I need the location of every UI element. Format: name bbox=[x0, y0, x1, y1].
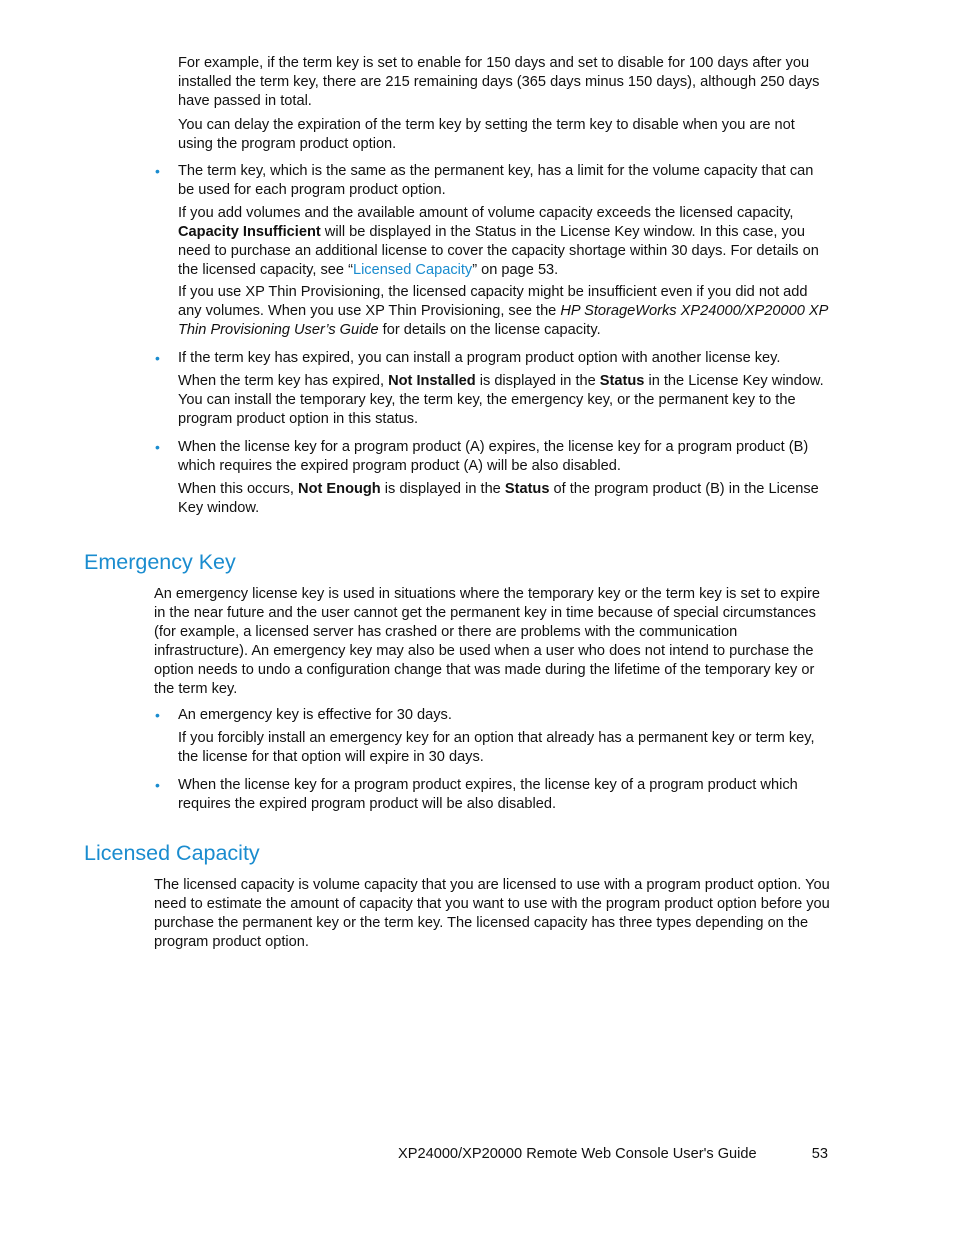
bullet-item-dependent-product bbox=[155, 438, 830, 518]
emergency-key-heading: Emergency Key bbox=[84, 550, 236, 574]
bullet-subparagraph: When this occurs, Not Enough is displayed in the Status of the program product (B) in the License Key window. bbox=[178, 480, 819, 516]
not-enough-term: Not Enough bbox=[298, 480, 381, 497]
licensed-capacity-body bbox=[154, 876, 830, 952]
bullet-subparagraph: When the term key has expired, Not Installed is displayed in the Status in the License Key window. You can install the temporary key, the term key, the emergency key, or the permanent key to the program product option in this status. bbox=[178, 372, 824, 427]
status-term: Status bbox=[504, 480, 550, 497]
bullet-dot-icon: • bbox=[155, 439, 160, 455]
emergency-key-body bbox=[154, 585, 830, 698]
emergency-key-paragraph: An emergency license key is used in situations where the temporary key or the term key is set to expire in the near future and the user cannot get the permanent key in time because of special circumstances (for example, a licensed server has crashed or there are problems with the communication infrastructure). An emergency key may also be used when a user who does not intend to purchase the option needs to undo a configuration change that was made during the lifetime of the temporary key or the term key. bbox=[154, 586, 820, 697]
licensed-capacity-heading: Licensed Capacity bbox=[84, 841, 260, 865]
guide-title-reference: HP StorageWorks XP24000/XP20000 XP Thin Provisioning User’s Guide bbox=[178, 303, 828, 339]
footer-document-title: XP24000/XP20000 Remote Web Console User's Guide bbox=[398, 1146, 757, 1162]
bullet-dot-icon: • bbox=[155, 777, 160, 793]
bullet-subparagraph: If you add volumes and the available amount of volume capacity exceeds the licensed capacity, Capacity Insufficient will be displayed in the Status in the License Key window. In this case, you need to purchase an additional license to cover the capacity shortage within 30 days. For details on the licensed capacity, see “Licensed Capacity” on page 53. bbox=[178, 204, 819, 278]
bullet-subparagraph: If you forcibly install an emergency key for an option that already has a permanent key or term key, the license for that option will expire in 30 days. bbox=[178, 729, 815, 765]
intro-block bbox=[178, 54, 830, 154]
bullet-main-text: When the license key for a program product expires, the license key of a program product which requires the expired program product will be also disabled. bbox=[178, 777, 798, 812]
capacity-insufficient-term: Capacity Insufficient bbox=[178, 223, 321, 240]
footer-page-number: 53 bbox=[811, 1146, 828, 1162]
intro-paragraph-1: For example, if the term key is set to enable for 150 days and set to disable for 100 days after you installed the term key, there are 215 remaining days (365 days minus 150 days), although 250 days have passed in total. bbox=[178, 55, 820, 109]
bullet-item-emergency-duration bbox=[155, 706, 830, 767]
bullet-main-text: The term key, which is the same as the permanent key, has a limit for the volume capacity that can be used for each program product option. bbox=[178, 163, 814, 198]
intro-paragraph-2: You can delay the expiration of the term key by setting the term key to disable when you are not using the program product option. bbox=[178, 116, 795, 152]
not-installed-term: Not Installed bbox=[388, 372, 476, 389]
bullet-dot-icon: • bbox=[155, 707, 160, 723]
licensed-capacity-paragraph: The licensed capacity is volume capacity that you are licensed to use with a program product option. You need to estimate the amount of capacity that you want to use with the program product option before you purchase the permanent key or the term key. The licensed capacity has three types depending on the program product option. bbox=[154, 877, 830, 950]
bullet-subparagraph: If you use XP Thin Provisioning, the licensed capacity might be insufficient even if you did not add any volumes. When you use XP Thin Provisioning, see the HP StorageWorks XP24000/XP20000 XP Thin Provisioning User’s Guide for details on the license capacity. bbox=[178, 284, 828, 339]
bullet-main-text: If the term key has expired, you can install a program product option with another license key. bbox=[178, 350, 781, 366]
bullet-main-text: When the license key for a program product (A) expires, the license key for a program product (B) which requires the expired program product (A) will be also disabled. bbox=[178, 439, 809, 474]
licensed-capacity-link[interactable]: Licensed Capacity bbox=[352, 261, 473, 278]
bullet-dot-icon: • bbox=[155, 350, 160, 366]
bullet-item-term-key-capacity bbox=[155, 162, 830, 340]
bullet-main-text: An emergency key is effective for 30 days. bbox=[178, 707, 452, 723]
bullet-item-term-key-expired bbox=[155, 349, 830, 429]
bullet-dot-icon: • bbox=[155, 163, 160, 179]
status-term: Status bbox=[599, 372, 645, 389]
bullet-item-emergency-dependent bbox=[155, 776, 830, 814]
